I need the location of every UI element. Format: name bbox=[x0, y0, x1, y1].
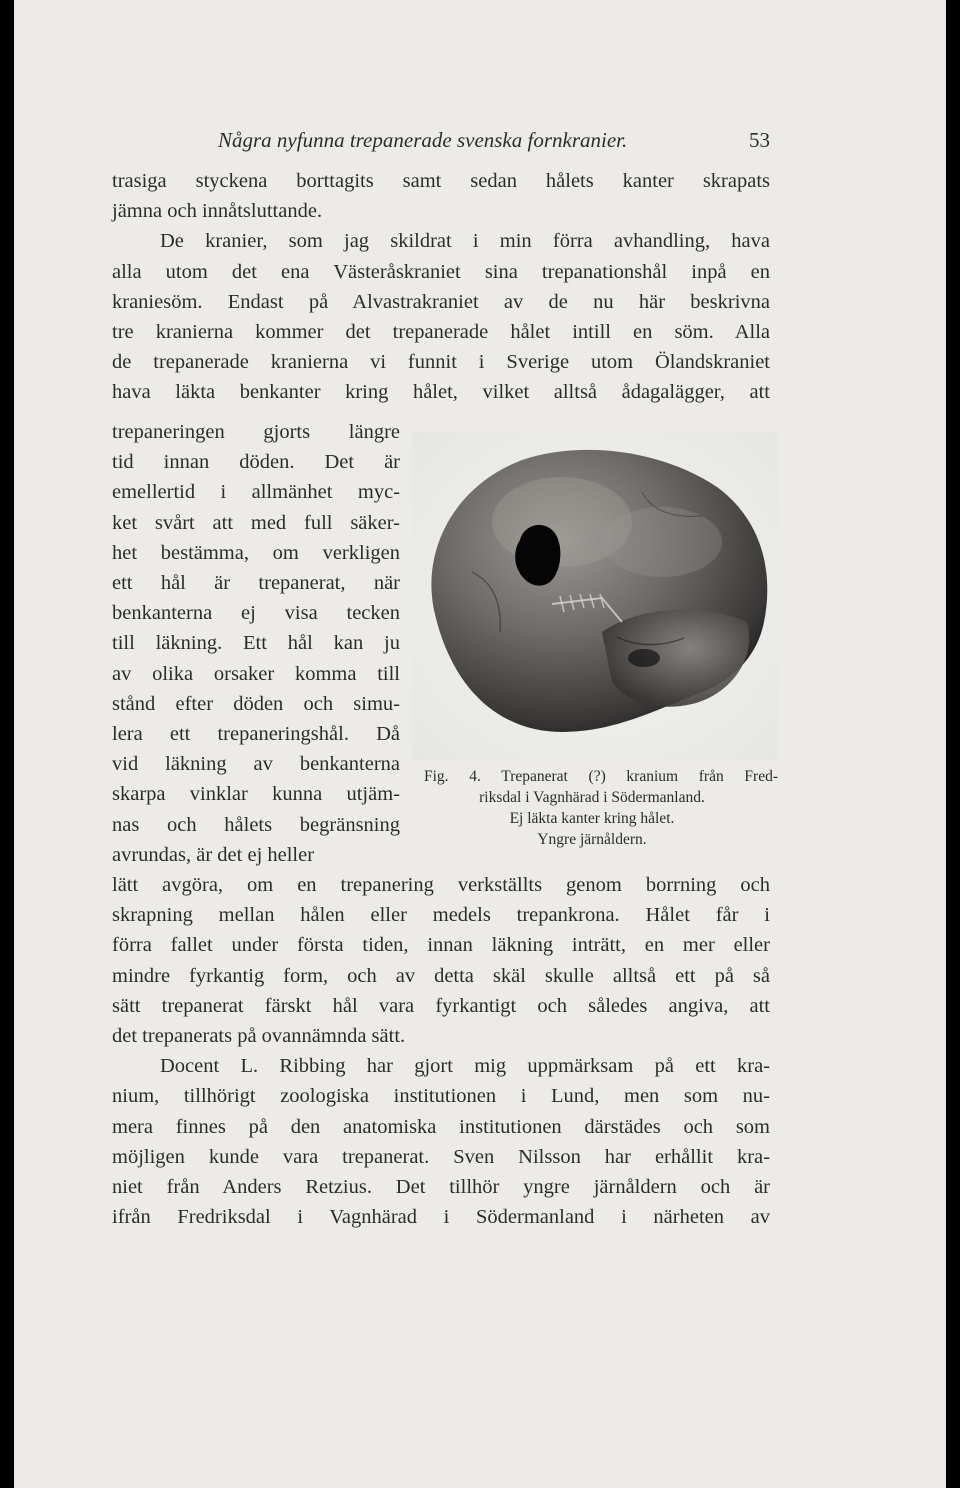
text-line: jämna och innåtsluttande. bbox=[112, 200, 323, 223]
running-title: Några nyfunna trepanerade svenska fornkranier. bbox=[218, 128, 628, 152]
caption-line: riksdal i Vagnhärad i Södermanland. bbox=[479, 789, 705, 806]
running-header bbox=[112, 128, 770, 156]
text-line: lera ett trepaneringshål. Då bbox=[112, 723, 400, 745]
caption-line: Yngre järnåldern. bbox=[537, 831, 647, 848]
figure-caption bbox=[406, 766, 778, 850]
text-line: det trepanerats på ovannämnda sätt. bbox=[112, 1025, 406, 1047]
text-line: emellertid i allmänhet myc- bbox=[112, 481, 400, 504]
text-line: mindre fyrkantig form, och av detta skäl skulle alltså ett på så bbox=[112, 964, 770, 987]
text-line: till läkning. Ett hål kan ju bbox=[112, 632, 400, 655]
skull-image bbox=[412, 432, 778, 760]
text-line: ifrån Fredriksdal i Vagnhärad i Södermanland i närheten av bbox=[112, 1206, 770, 1229]
text-line: tid innan döden. Det är bbox=[112, 451, 400, 474]
text-line: sätt trepanerat färskt hål vara fyrkantigt och således angiva, att bbox=[112, 994, 770, 1017]
text-line: lätt avgöra, om en trepanering verkställts genom borrning och bbox=[112, 874, 770, 896]
text-line: skarpa vinklar kunna utjäm- bbox=[112, 783, 400, 806]
text-line: De kranier, som jag skildrat i min förra avhandling, hava bbox=[160, 230, 770, 253]
skull-photograph bbox=[412, 432, 778, 760]
page-number: 53 bbox=[749, 128, 770, 152]
caption-line: Fig. 4. Trepanerat (?) kranium från Fred- bbox=[424, 768, 778, 785]
book-page bbox=[14, 0, 946, 1488]
text-line: hava läkta benkanter kring hålet, vilket alltså ådagalägger, att bbox=[112, 381, 770, 404]
text-line: skrapning mellan hålen eller medels trepankrona. Hålet får i bbox=[112, 904, 770, 927]
text-line: ket svårt att med full säker- bbox=[112, 511, 400, 534]
text-line: ett hål är trepanerat, när bbox=[112, 572, 400, 594]
text-line: av olika orsaker komma till bbox=[112, 662, 400, 685]
text-line: möjligen kunde vara trepanerat. Sven Nilsson har erhållit kra- bbox=[112, 1145, 770, 1168]
text-line: mera finnes på den anatomiska institutionen därstädes och som bbox=[112, 1115, 770, 1138]
text-line: tre kranierna kommer det trepanerade hålet intill en söm. Alla bbox=[112, 321, 770, 343]
text-line: het bestämma, om verkligen bbox=[112, 541, 400, 564]
text-line: benkanterna ej visa tecken bbox=[112, 602, 400, 625]
text-line: nas och hålets begränsning bbox=[112, 813, 400, 836]
text-line: alla utom det ena Västeråskraniet sina trepanationshål inpå en bbox=[112, 260, 770, 283]
text-line: trepaneringen gjorts längre bbox=[112, 421, 400, 443]
text-line: de trepanerade kranierna vi funnit i Sverige utom Ölandskraniet bbox=[112, 351, 770, 374]
caption-line: Ej läkta kanter kring hålet. bbox=[509, 810, 675, 827]
text-line: stånd efter döden och simu- bbox=[112, 692, 400, 715]
text-line: vid läkning av benkanterna bbox=[112, 753, 400, 776]
text-line: kraniesöm. Endast på Alvastrakraniet av de nu här beskrivna bbox=[112, 290, 770, 313]
text-line: Docent L. Ribbing har gjort mig uppmärksam på ett kra- bbox=[160, 1055, 770, 1078]
text-line: nium, tillhörigt zoologiska institutionen i Lund, men som nu- bbox=[112, 1085, 770, 1108]
text-line: trasiga styckena borttagits samt sedan hålets kanter skrapats bbox=[112, 170, 770, 192]
text-line: avrundas, är det ej heller bbox=[112, 843, 315, 866]
text-line: niet från Anders Retzius. Det tillhör yngre järnåldern och är bbox=[112, 1176, 770, 1198]
text-line: förra fallet under första tiden, innan läkning inträtt, en mer eller bbox=[112, 934, 770, 957]
